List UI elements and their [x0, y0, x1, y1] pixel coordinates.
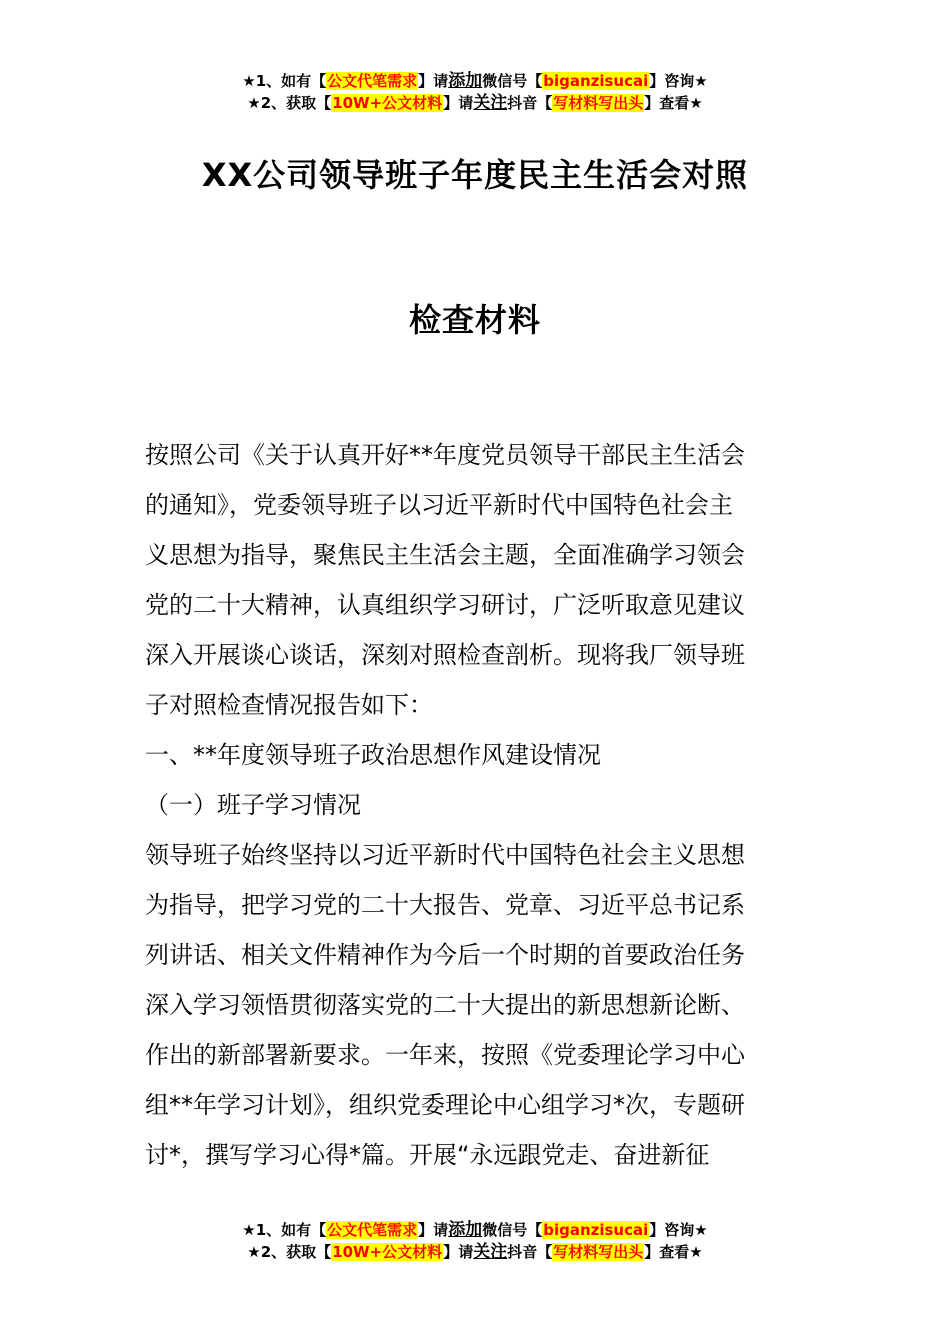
- banner-text: 】查看★: [644, 1243, 703, 1261]
- banner-text: 】请: [418, 72, 449, 90]
- body-line: 义思想为指导，聚焦民主生活会主题，全面准确学习领会: [145, 541, 745, 569]
- banner-text: ★1、如有【: [242, 1221, 327, 1239]
- banner-text: 抖音【: [507, 1243, 553, 1261]
- banner-text: 】咨询★: [649, 72, 708, 90]
- banner-highlight: 写材料写出头: [553, 1243, 644, 1261]
- body-line: 的通知》，党委领导班子以习近平新时代中国特色社会主: [145, 491, 733, 519]
- banner-line-2: [0, 92, 950, 114]
- banner-text: 】请: [443, 1243, 474, 1261]
- body-line: 领导班子始终坚持以习近平新时代中国特色社会主义思想: [145, 841, 745, 869]
- banner-line-1: [0, 1219, 950, 1241]
- document-title-line-1: XX公司领导班子年度民主生活会对照: [201, 156, 749, 194]
- banner-text: 】请: [418, 1221, 449, 1239]
- banner-text: 抖音【: [507, 94, 553, 112]
- body-line: 为指导，把学习党的二十大报告、党章、习近平总书记系: [145, 891, 745, 919]
- banner-underline: 关注: [473, 93, 508, 113]
- banner-highlight: 公文代笔需求: [327, 72, 418, 90]
- body-line: 按照公司《关于认真开好**年度党员领导干部民主生活会: [145, 441, 745, 469]
- body-line: 深入开展谈心谈话，深刻对照检查剖析。现将我厂领导班: [145, 641, 745, 669]
- banner-text: 】查看★: [644, 94, 703, 112]
- body-line: 党的二十大精神，认真组织学习研讨，广泛听取意见建议: [145, 591, 745, 619]
- top-banner: [0, 70, 950, 114]
- banner-underline: 关注: [473, 1242, 508, 1262]
- body-line: 讨*，撰写学习心得*篇。开展“永远跟党走、奋进新征: [145, 1141, 710, 1169]
- section-heading: 一、**年度领导班子政治思想作风建设情况: [145, 741, 601, 769]
- banner-text: ★2、获取【: [247, 1243, 332, 1261]
- bottom-banner: [0, 1219, 950, 1263]
- banner-line-1: [0, 70, 950, 92]
- body-line: 深入学习领悟贯彻落实党的二十大提出的新思想新论断、: [145, 991, 745, 1019]
- banner-highlight: 10W+公文材料: [332, 1243, 443, 1261]
- document-title-line-2: 检查材料: [408, 301, 541, 339]
- banner-highlight: 10W+公文材料: [332, 94, 443, 112]
- banner-highlight: biganzisucai: [543, 72, 649, 90]
- banner-text: 微信号【: [482, 72, 543, 90]
- body-line: 作出的新部署新要求。一年来，按照《党委理论学习中心: [145, 1041, 745, 1069]
- body-line: 列讲话、相关文件精神作为今后一个时期的首要政治任务: [145, 941, 745, 969]
- banner-highlight: biganzisucai: [543, 1221, 649, 1239]
- banner-underline: 添加: [448, 1220, 483, 1240]
- body-line: 子对照检查情况报告如下：: [145, 691, 433, 719]
- subsection-heading: （一）班子学习情况: [145, 791, 361, 819]
- banner-text: ★1、如有【: [242, 72, 327, 90]
- banner-text: 】请: [443, 94, 474, 112]
- banner-underline: 添加: [448, 71, 483, 91]
- banner-line-2: [0, 1241, 950, 1263]
- banner-highlight: 写材料写出头: [553, 94, 644, 112]
- banner-highlight: 公文代笔需求: [327, 1221, 418, 1239]
- body-line: 组**年学习计划》，组织党委理论中心组学习*次，专题研: [145, 1091, 745, 1119]
- banner-text: 】咨询★: [649, 1221, 708, 1239]
- document-body: [145, 430, 810, 1180]
- banner-text: ★2、获取【: [247, 94, 332, 112]
- banner-text: 微信号【: [482, 1221, 543, 1239]
